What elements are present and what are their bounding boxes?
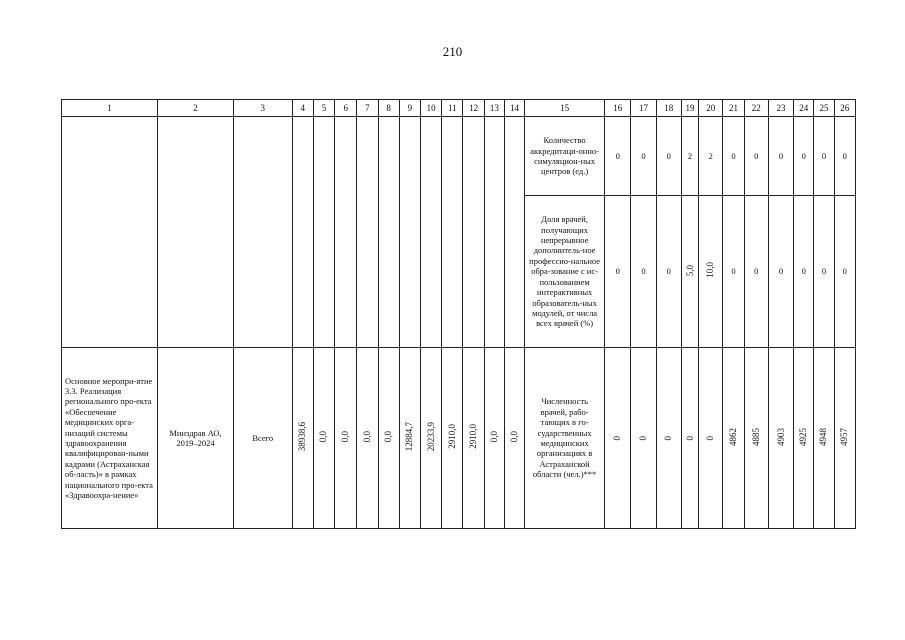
indicator-value: 0 [768, 196, 793, 348]
header-cell: 3 [233, 100, 292, 117]
finance-value: 2910,0 [446, 424, 457, 450]
finance-cell [313, 348, 334, 529]
indicator-value: 0 [637, 436, 648, 441]
empty-cell [357, 117, 378, 348]
executor: Минздрав АО, 2019–2024 [158, 348, 234, 529]
header-cell: 10 [421, 100, 442, 117]
indicator-value: 0 [605, 117, 631, 196]
empty-cell [421, 117, 442, 348]
indicator-value: 0 [631, 117, 656, 196]
indicator-value: 4957 [839, 427, 850, 446]
indicator-value: 5,0 [684, 264, 695, 276]
empty-cell [378, 117, 399, 348]
header-cell: 5 [313, 100, 334, 117]
indicator-value: 0 [605, 196, 631, 348]
header-cell: 2 [158, 100, 234, 117]
indicator-value-cell [814, 348, 834, 529]
indicator-value: 0 [723, 117, 744, 196]
indicator-value-cell [794, 348, 814, 529]
finance-cell [378, 348, 399, 529]
empty-cell [484, 117, 504, 348]
header-cell: 15 [525, 100, 605, 117]
indicator-value: 4885 [750, 427, 761, 446]
indicator-value: 2 [681, 117, 698, 196]
indicator-value: 0 [684, 436, 695, 441]
indicator-value: 0 [656, 196, 681, 348]
indicator-value: 0 [814, 196, 834, 348]
header-cell: 19 [681, 100, 698, 117]
header-cell: 16 [605, 100, 631, 117]
indicator-value: 4862 [727, 427, 738, 446]
finance-value: 0,0 [383, 431, 394, 443]
finance-cell [292, 348, 313, 529]
empty-cell [335, 117, 357, 348]
program-table [61, 99, 856, 529]
indicator-value: 0 [612, 436, 623, 441]
finance-value: 12884,7 [404, 422, 415, 452]
empty-cell [158, 117, 234, 348]
header-cell: 23 [768, 100, 793, 117]
header-cell: 25 [814, 100, 834, 117]
empty-cell [62, 117, 158, 348]
header-cell: 11 [442, 100, 463, 117]
indicator-value-cell [656, 348, 681, 529]
indicator-value: 0 [723, 196, 744, 348]
indicator-value: 0 [705, 436, 716, 441]
finance-cell [421, 348, 442, 529]
header-cell: 14 [504, 100, 524, 117]
page-number: 210 [442, 44, 463, 59]
table-row [62, 348, 856, 529]
funding-source: Всего [233, 348, 292, 529]
indicator-value-cell [768, 348, 793, 529]
indicator-value-cell [744, 348, 768, 529]
indicator-name: Численность врачей, рабо-тающих в го-сударственных медицинских организациях в Астраханской области (чел.)*** [525, 348, 605, 529]
table-row [62, 117, 856, 196]
header-cell: 18 [656, 100, 681, 117]
indicator-value-cell [699, 348, 723, 529]
finance-cell [504, 348, 524, 529]
header-cell: 22 [744, 100, 768, 117]
finance-value: 38938,6 [297, 422, 308, 452]
empty-cell [292, 117, 313, 348]
indicator-value: 0 [834, 117, 855, 196]
header-cell: 21 [723, 100, 744, 117]
indicator-value: 0 [794, 117, 814, 196]
empty-cell [442, 117, 463, 348]
empty-cell [504, 117, 524, 348]
finance-value: 20233,9 [425, 422, 436, 452]
indicator-value: 0 [631, 196, 656, 348]
header-cell: 1 [62, 100, 158, 117]
indicator-value-cell [681, 196, 698, 348]
header-cell: 26 [834, 100, 855, 117]
finance-value: 0,0 [488, 431, 499, 443]
indicator-value: 2 [699, 117, 723, 196]
finance-value: 0,0 [361, 431, 372, 443]
header-cell: 8 [378, 100, 399, 117]
header-row [62, 100, 856, 117]
indicator-value: 0 [744, 196, 768, 348]
header-cell: 13 [484, 100, 504, 117]
indicator-name: Доля врачей, получающих непрерывное дополнитель-ное профессио-нальное обра-зование с ис-пользованием интерактивных образователь-ных модулей, от числа всех врачей (%) [525, 196, 605, 348]
indicator-value: 0 [768, 117, 793, 196]
empty-cell [233, 117, 292, 348]
indicator-name: Количество аккредитаци-онно-симуляцион-ных центров (ед.) [525, 117, 605, 196]
header-cell: 6 [335, 100, 357, 117]
empty-cell [399, 117, 420, 348]
indicator-value: 0 [744, 117, 768, 196]
indicator-value-cell [631, 348, 656, 529]
finance-cell [463, 348, 484, 529]
header-cell: 20 [699, 100, 723, 117]
indicator-value-cell [605, 348, 631, 529]
indicator-value: 0 [794, 196, 814, 348]
indicator-value: 0 [656, 117, 681, 196]
empty-cell [313, 117, 334, 348]
indicator-value: 0 [834, 196, 855, 348]
header-cell: 4 [292, 100, 313, 117]
finance-cell [442, 348, 463, 529]
indicator-value: 4903 [775, 427, 786, 446]
indicator-value: 0 [814, 117, 834, 196]
indicator-value-cell [834, 348, 855, 529]
indicator-value: 4948 [818, 427, 829, 446]
header-cell: 24 [794, 100, 814, 117]
header-cell: 12 [463, 100, 484, 117]
finance-value: 2910,0 [468, 424, 479, 450]
finance-value: 0,0 [509, 431, 520, 443]
finance-cell [399, 348, 420, 529]
indicator-value-cell [699, 196, 723, 348]
indicator-value-cell [723, 348, 744, 529]
finance-value: 0,0 [318, 431, 329, 443]
header-cell: 17 [631, 100, 656, 117]
empty-cell [463, 117, 484, 348]
header-cell: 9 [399, 100, 420, 117]
indicator-value: 0 [663, 436, 674, 441]
header-cell: 7 [357, 100, 378, 117]
finance-value: 0,0 [340, 431, 351, 443]
finance-cell [357, 348, 378, 529]
indicator-value-cell [681, 348, 698, 529]
indicator-value: 10,0 [705, 262, 716, 279]
finance-cell [335, 348, 357, 529]
indicator-value: 4925 [798, 427, 809, 446]
event-name: Основное меропри-ятие 3.3. Реализация регионального про-екта «Обеспечение медицинских орга-низаций системы здравоохранения квалифицирован-ными кадрами (Астраханская об-ласть)» в рамках национального про-екта «Здравоохра-нение» [62, 348, 158, 529]
finance-cell [484, 348, 504, 529]
